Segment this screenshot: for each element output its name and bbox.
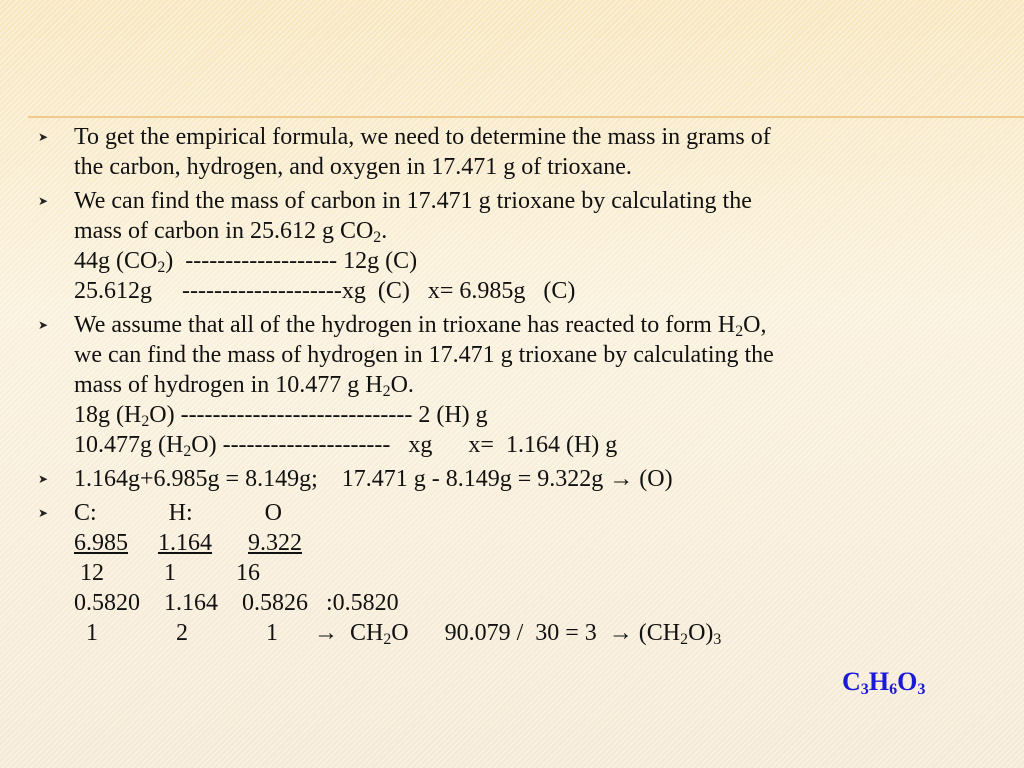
bullet-arrow-icon: ➤ [38, 130, 49, 144]
mole-values-line: 0.5820 1.164 0.5826 :0.5820 [74, 590, 399, 616]
bullet-arrow-icon: ➤ [38, 506, 49, 520]
mass-o: 9.322 [248, 530, 302, 556]
text-line: We assume that all of the hydrogen in trioxane has reacted to form $H_2O$, [74, 312, 767, 340]
text-line: We can find the mass of carbon in 17.471 g trioxane by calculating the [74, 188, 752, 214]
molecular-formula-answer: $C_3H_6O_3$ [842, 667, 926, 699]
bullet-arrow-icon: ➤ [38, 318, 49, 332]
bullet-hydrogen-mass [28, 310, 1008, 460]
bullet-mole-ratio [28, 498, 1008, 648]
slide-body [28, 122, 1008, 652]
bullet-empirical-formula [28, 122, 1008, 182]
atomic-mass-line: 12 1 16 [74, 560, 260, 586]
carbon-result-line: 25.612g --------------------xg (C) x= 6.985g (C) [74, 278, 576, 304]
mass-c: 6.985 [74, 530, 128, 556]
mass-h: 1.164 [158, 530, 212, 556]
mass-values-line [74, 528, 1008, 558]
carbon-ratio-line: 44g $(CO_2)$ ------------------- 12g (C) [74, 248, 418, 276]
oxygen-calc-line: 1.164g+6.985g = 8.149g; 17.471 g - 8.149g = 9.322g → (O) [74, 466, 673, 492]
bullet-arrow-icon: ➤ [38, 194, 49, 208]
text-line: mass of carbon in 25.612 g $CO_2$. [74, 218, 388, 246]
title-divider [28, 116, 1024, 118]
element-header-line: C: H: O [74, 500, 283, 526]
bullet-carbon-mass [28, 186, 1008, 306]
text-line: mass of hydrogen in 10.477 g $H_2O$. [74, 372, 414, 400]
text-line: we can find the mass of hydrogen in 17.471 g trioxane by calculating the [74, 342, 774, 368]
text-line: To get the empirical formula, we need to determine the mass in grams of [74, 124, 771, 150]
text-line: the carbon, hydrogen, and oxygen in 17.471 g of trioxane. [74, 154, 632, 180]
formula-result-line: 1 2 1 → $CH_2O$ $90.079 / 30 = 3 \to (CH_2O)_3$ [74, 620, 722, 648]
hydrogen-result-line: 10.477g $(H_2O)$ --------------------- xg x= 1.164 (H) g [74, 432, 618, 460]
bullet-oxygen-mass [28, 464, 1008, 494]
hydrogen-ratio-line: 18g $(H_2O)$ ----------------------------- 2 (H) g [74, 402, 488, 430]
bullet-arrow-icon: ➤ [38, 472, 49, 486]
